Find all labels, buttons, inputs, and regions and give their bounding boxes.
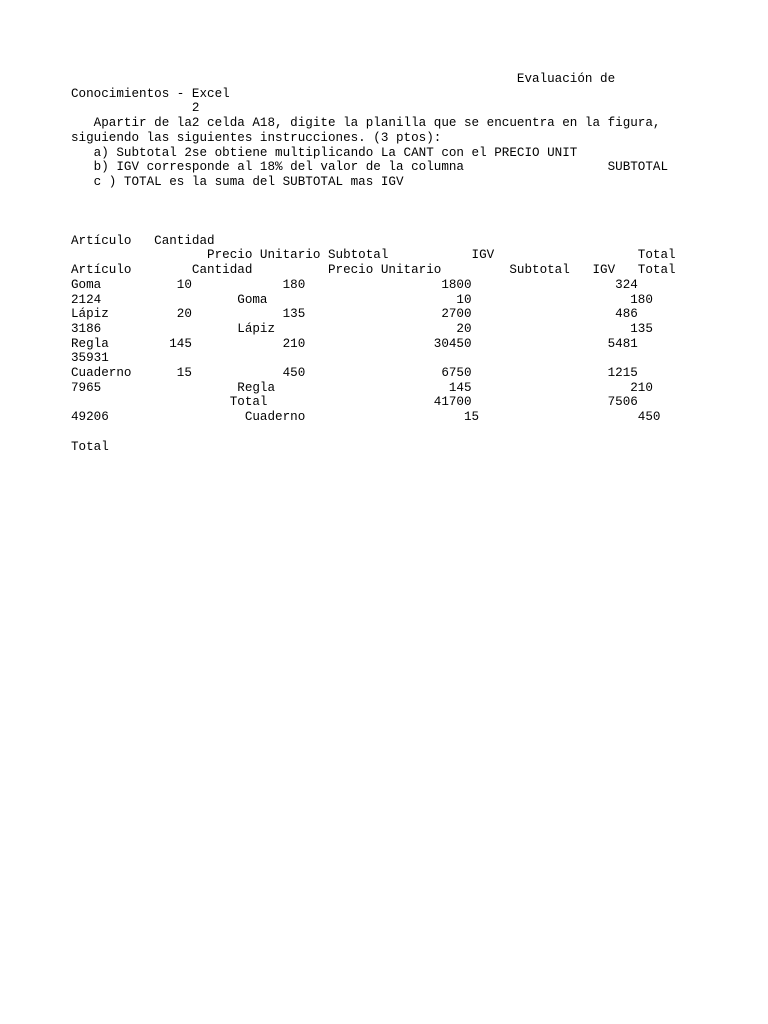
title-line: Conocimientos - Excel [71,86,230,101]
instruction-c: c ) TOTAL es la suma del SUBTOTAL mas IGV [71,174,404,189]
table-row: 3186 Lápiz 20 135 [71,321,653,336]
instructions-text: siguiendo las siguientes instrucciones. (3 ptos): [71,130,442,145]
table-row: 35931 [71,351,109,366]
table-total-row: Total 41700 7506 [71,395,638,410]
table-row: Goma 10 180 1800 324 [71,277,638,292]
table-row: 2124 Goma 10 180 [71,292,653,307]
table-header-row: Artículo Cantidad Precio Unitario Subtotal IGV Total [71,263,676,278]
title-number: 2 [71,101,200,116]
table-header-row: Artículo Cantidad [71,233,215,248]
table-row: 7965 Regla 145 210 [71,380,653,395]
table-row: Cuaderno 15 450 6750 1215 [71,366,638,381]
table-row: Lápiz 20 135 2700 486 [71,307,638,322]
instruction-b: b) IGV corresponde al 18% del valor de la columna SUBTOTAL [71,160,669,175]
table-row: Regla 145 210 30450 5481 [71,336,638,351]
instructions-text: Apartir de la2 celda A18, digite la planilla que se encuentra en la figura, [71,116,661,131]
table-total-label: Total [71,439,109,454]
instruction-a: a) Subtotal 2se obtiene multiplicando La CANT con el PRECIO UNIT [71,145,578,160]
title-line: Evaluación de [71,72,616,86]
document-text [71,72,676,454]
table-header-row: Precio Unitario Subtotal IGV Total [71,248,676,263]
table-row: 49206 Cuaderno 15 450 [71,410,661,425]
